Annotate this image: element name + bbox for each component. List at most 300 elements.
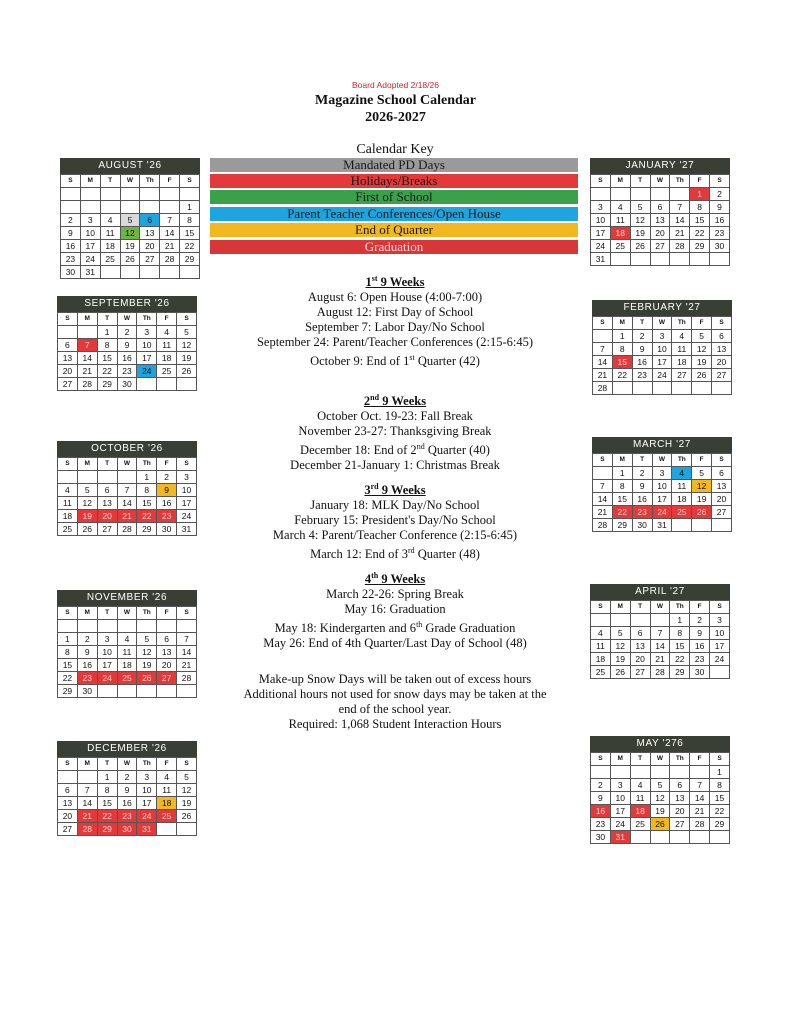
day-cell: 25 [58, 523, 78, 536]
key-item: First of School [210, 190, 578, 204]
day-cell: 17 [591, 227, 611, 240]
weekday-header: F [690, 175, 710, 188]
day-cell: 22 [612, 369, 632, 382]
day-cell: 14 [177, 646, 197, 659]
day-cell [58, 771, 78, 784]
weekday-header: S [710, 753, 730, 766]
q3-line: January 18: MLK Day/No School [310, 498, 480, 513]
day-cell: 20 [157, 659, 177, 672]
day-cell: 29 [180, 253, 200, 266]
weekday-header: S [710, 601, 730, 614]
day-cell: 17 [97, 659, 117, 672]
day-cell: 29 [97, 823, 117, 836]
day-cell [612, 382, 632, 395]
day-cell: 9 [690, 627, 710, 640]
day-cell: 18 [100, 240, 120, 253]
day-cell: 6 [712, 330, 732, 343]
day-cell: 20 [630, 653, 650, 666]
day-cell [97, 685, 117, 698]
day-cell [157, 378, 177, 391]
weekday-header: T [97, 458, 117, 471]
day-cell [692, 519, 712, 532]
day-cell [712, 382, 732, 395]
day-cell [157, 620, 177, 633]
day-cell: 28 [160, 253, 180, 266]
key-item: Parent Teacher Conferences/Open House [210, 207, 578, 221]
day-cell: 13 [58, 352, 78, 365]
day-cell [120, 188, 140, 201]
weekday-header: T [630, 753, 650, 766]
day-cell: 30 [117, 378, 137, 391]
day-cell [610, 614, 630, 627]
day-cell: 29 [97, 378, 117, 391]
day-cell: 21 [177, 659, 197, 672]
day-cell [160, 188, 180, 201]
day-cell: 15 [612, 493, 632, 506]
day-cell: 2 [77, 633, 97, 646]
day-cell: 27 [712, 369, 732, 382]
day-cell: 18 [672, 493, 692, 506]
day-cell: 28 [593, 382, 613, 395]
day-cell: 28 [77, 378, 97, 391]
day-cell: 6 [97, 484, 117, 497]
day-cell: 7 [593, 343, 613, 356]
day-cell: 20 [712, 493, 732, 506]
day-cell: 30 [591, 831, 611, 844]
calendar-key-title: Calendar Key [356, 142, 434, 157]
day-cell: 17 [137, 352, 157, 365]
q1-line: October 9: End of 1st Quarter (42) [310, 353, 480, 369]
month-title: SEPTEMBER '26 [57, 296, 197, 312]
day-cell [650, 766, 670, 779]
day-cell [80, 188, 100, 201]
day-cell: 3 [97, 633, 117, 646]
day-cell: 8 [690, 201, 710, 214]
day-cell: 22 [137, 510, 157, 523]
day-cell: 25 [610, 240, 630, 253]
day-cell [591, 188, 611, 201]
calendar-may [590, 736, 730, 844]
q2-line: December 18: End of 2nd Quarter (40) [300, 442, 490, 458]
quarter-2-section [200, 390, 590, 473]
day-cell: 24 [610, 818, 630, 831]
day-cell [630, 831, 650, 844]
day-cell: 7 [650, 627, 670, 640]
day-cell: 10 [710, 627, 730, 640]
day-cell: 4 [157, 771, 177, 784]
day-cell: 9 [591, 792, 611, 805]
day-cell: 2 [632, 467, 652, 480]
weekday-header: T [97, 607, 117, 620]
day-cell [650, 614, 670, 627]
day-cell: 6 [140, 214, 160, 227]
day-cell: 7 [160, 214, 180, 227]
day-cell: 19 [692, 493, 712, 506]
day-cell: 14 [670, 214, 690, 227]
day-cell: 20 [58, 810, 78, 823]
day-cell: 27 [672, 369, 692, 382]
weekday-header: W [650, 753, 670, 766]
day-cell: 26 [177, 365, 197, 378]
weekday-header: Th [672, 454, 692, 467]
day-cell: 18 [157, 352, 177, 365]
day-cell: 3 [80, 214, 100, 227]
day-cell: 19 [630, 227, 650, 240]
day-cell: 17 [177, 497, 197, 510]
day-cell [710, 253, 730, 266]
day-cell: 16 [117, 797, 137, 810]
day-cell [670, 253, 690, 266]
day-cell: 17 [80, 240, 100, 253]
q3-line: February 15: President's Day/No School [294, 513, 496, 528]
day-cell: 13 [97, 497, 117, 510]
day-cell: 25 [100, 253, 120, 266]
day-cell: 24 [137, 810, 157, 823]
weekday-header: Th [140, 175, 160, 188]
q3-line: March 12: End of 3rd Quarter (48) [310, 546, 480, 562]
day-cell: 12 [650, 792, 670, 805]
weekday-header: M [612, 317, 632, 330]
day-cell: 7 [77, 339, 97, 352]
day-cell: 30 [157, 523, 177, 536]
weekday-header: F [160, 175, 180, 188]
weekday-header: Th [137, 458, 157, 471]
day-cell: 26 [120, 253, 140, 266]
day-cell [670, 831, 690, 844]
day-cell: 11 [610, 214, 630, 227]
day-cell: 19 [692, 356, 712, 369]
day-cell: 23 [117, 365, 137, 378]
day-cell: 18 [672, 356, 692, 369]
weekday-header: S [58, 313, 78, 326]
day-cell: 13 [58, 797, 78, 810]
day-cell: 13 [650, 214, 670, 227]
day-cell [58, 620, 78, 633]
day-cell: 30 [690, 666, 710, 679]
day-cell: 26 [692, 506, 712, 519]
day-cell: 7 [77, 784, 97, 797]
day-cell: 7 [177, 633, 197, 646]
day-cell: 23 [77, 672, 97, 685]
day-cell: 9 [117, 784, 137, 797]
month-title: MARCH '27 [592, 437, 732, 453]
board-adopted-note: Board Adopted 2/18/26 [352, 80, 439, 90]
day-cell: 4 [117, 633, 137, 646]
day-cell [630, 253, 650, 266]
day-cell: 27 [670, 818, 690, 831]
day-cell: 21 [593, 506, 613, 519]
key-item: Graduation [210, 240, 578, 254]
day-cell: 8 [137, 484, 157, 497]
day-cell [77, 326, 97, 339]
key-item: Mandated PD Days [210, 158, 578, 172]
q4-line: March 22-26: Spring Break [326, 587, 464, 602]
day-cell [58, 326, 78, 339]
weekday-header: S [593, 454, 613, 467]
day-cell [140, 201, 160, 214]
day-cell: 6 [650, 201, 670, 214]
weekday-header: T [632, 454, 652, 467]
day-cell: 26 [692, 369, 712, 382]
day-cell [140, 188, 160, 201]
day-cell: 27 [630, 666, 650, 679]
school-year: 2026-2027 [365, 110, 426, 125]
day-cell: 13 [712, 480, 732, 493]
day-cell: 21 [77, 810, 97, 823]
day-cell: 15 [180, 227, 200, 240]
day-cell [177, 685, 197, 698]
day-cell: 5 [77, 484, 97, 497]
weekday-header: M [77, 458, 97, 471]
day-cell: 8 [670, 627, 690, 640]
day-cell [610, 188, 630, 201]
q1-line: September 7: Labor Day/No School [305, 320, 485, 335]
day-cell: 3 [652, 467, 672, 480]
day-cell: 24 [591, 240, 611, 253]
day-cell [180, 266, 200, 279]
calendar-apr [590, 584, 730, 679]
key-item: Holidays/Breaks [210, 174, 578, 188]
day-cell: 28 [593, 519, 613, 532]
day-cell: 17 [652, 356, 672, 369]
weekday-header: F [157, 758, 177, 771]
note-line: Required: 1,068 Student Interaction Hours [288, 717, 502, 731]
weekday-header: W [117, 313, 137, 326]
day-cell: 27 [650, 240, 670, 253]
day-cell [690, 831, 710, 844]
day-cell: 5 [137, 633, 157, 646]
key-item: End of Quarter [210, 223, 578, 237]
day-cell: 2 [632, 330, 652, 343]
day-cell: 11 [591, 640, 611, 653]
day-cell [100, 188, 120, 201]
day-cell: 18 [610, 227, 630, 240]
day-cell: 20 [97, 510, 117, 523]
quarter-4-heading: 4th 9 Weeks [364, 571, 426, 587]
day-cell: 30 [710, 240, 730, 253]
day-cell: 19 [610, 653, 630, 666]
q1-line: September 24: Parent/Teacher Conferences (2:15-6:45) [256, 335, 534, 350]
day-cell [160, 201, 180, 214]
day-cell [672, 382, 692, 395]
quarter-3-heading: 3rd 9 Weeks [364, 482, 426, 498]
day-cell: 1 [58, 633, 78, 646]
day-cell [117, 471, 137, 484]
weekday-header: T [100, 175, 120, 188]
calendar-nov [57, 590, 197, 698]
day-cell: 12 [137, 646, 157, 659]
day-cell: 20 [140, 240, 160, 253]
day-cell [630, 766, 650, 779]
day-cell: 10 [652, 343, 672, 356]
weekday-header: S [177, 458, 197, 471]
day-cell: 29 [137, 523, 157, 536]
day-cell [137, 378, 157, 391]
day-cell: 11 [157, 784, 177, 797]
day-cell: 6 [58, 784, 78, 797]
day-cell: 13 [712, 343, 732, 356]
day-cell [712, 519, 732, 532]
calendar-feb [592, 300, 732, 395]
day-cell: 26 [630, 240, 650, 253]
day-cell: 15 [137, 497, 157, 510]
day-cell: 10 [652, 480, 672, 493]
day-cell [650, 253, 670, 266]
month-title: FEBRUARY '27 [592, 300, 732, 316]
day-cell: 4 [610, 201, 630, 214]
day-cell [672, 519, 692, 532]
day-cell: 27 [58, 378, 78, 391]
day-cell: 2 [690, 614, 710, 627]
weekday-header: Th [137, 607, 157, 620]
weekday-header: W [117, 758, 137, 771]
day-cell: 16 [632, 356, 652, 369]
weekday-header: F [692, 454, 712, 467]
weekday-header: T [97, 758, 117, 771]
note-line: end of the school year. [338, 702, 452, 716]
day-cell: 11 [58, 497, 78, 510]
day-cell: 4 [100, 214, 120, 227]
day-cell: 24 [97, 672, 117, 685]
quarter-3-section [200, 479, 590, 562]
day-cell: 14 [650, 640, 670, 653]
day-cell: 12 [630, 214, 650, 227]
day-cell: 12 [692, 343, 712, 356]
day-cell: 9 [117, 339, 137, 352]
calendar-jan [590, 158, 730, 266]
month-title: MAY '276 [590, 736, 730, 752]
day-cell: 26 [177, 810, 197, 823]
weekday-header: S [58, 758, 78, 771]
day-cell: 9 [632, 343, 652, 356]
day-cell: 28 [77, 823, 97, 836]
day-cell: 2 [117, 326, 137, 339]
day-cell: 16 [61, 240, 81, 253]
q4-line: May 16: Graduation [344, 602, 446, 617]
day-cell: 14 [160, 227, 180, 240]
day-cell: 16 [117, 352, 137, 365]
day-cell: 11 [630, 792, 650, 805]
day-cell: 27 [97, 523, 117, 536]
day-cell: 28 [177, 672, 197, 685]
day-cell: 1 [97, 771, 117, 784]
day-cell: 28 [690, 818, 710, 831]
day-cell [180, 188, 200, 201]
weekday-header: F [690, 601, 710, 614]
day-cell: 1 [180, 201, 200, 214]
day-cell [137, 685, 157, 698]
weekday-header: M [77, 313, 97, 326]
day-cell: 3 [610, 779, 630, 792]
weekday-header: S [177, 758, 197, 771]
weekday-header: Th [670, 175, 690, 188]
weekday-header: S [591, 601, 611, 614]
day-cell: 3 [710, 614, 730, 627]
day-cell: 28 [117, 523, 137, 536]
day-cell: 3 [137, 326, 157, 339]
day-cell [650, 831, 670, 844]
quarter-1-section [200, 271, 590, 369]
day-cell: 23 [591, 818, 611, 831]
day-cell: 11 [672, 480, 692, 493]
day-cell: 4 [672, 467, 692, 480]
day-cell: 21 [117, 510, 137, 523]
day-cell: 23 [632, 369, 652, 382]
month-title: AUGUST '26 [60, 158, 200, 174]
day-cell [160, 266, 180, 279]
day-cell: 11 [672, 343, 692, 356]
day-cell: 14 [593, 493, 613, 506]
day-cell: 9 [710, 201, 730, 214]
day-cell: 9 [77, 646, 97, 659]
day-cell: 21 [160, 240, 180, 253]
day-cell: 27 [140, 253, 160, 266]
day-cell: 14 [593, 356, 613, 369]
day-cell: 18 [630, 805, 650, 818]
day-cell: 23 [632, 506, 652, 519]
day-cell: 25 [157, 365, 177, 378]
day-cell: 7 [117, 484, 137, 497]
weekday-header: W [652, 454, 672, 467]
day-cell: 12 [177, 784, 197, 797]
day-cell: 30 [117, 823, 137, 836]
day-cell: 27 [58, 823, 78, 836]
day-cell [690, 253, 710, 266]
day-cell: 18 [157, 797, 177, 810]
weekday-header: Th [670, 753, 690, 766]
weekday-header: W [120, 175, 140, 188]
day-cell: 22 [180, 240, 200, 253]
day-cell: 26 [610, 666, 630, 679]
weekday-header: S [712, 317, 732, 330]
q2-line: October Oct. 19-23: Fall Break [317, 409, 473, 424]
weekday-header: S [58, 458, 78, 471]
weekday-header: F [157, 607, 177, 620]
weekday-header: Th [137, 758, 157, 771]
weekday-header: W [652, 317, 672, 330]
weekday-header: W [117, 607, 137, 620]
day-cell: 5 [120, 214, 140, 227]
day-cell: 31 [80, 266, 100, 279]
day-cell: 17 [652, 493, 672, 506]
day-cell: 17 [137, 797, 157, 810]
day-cell: 12 [692, 480, 712, 493]
day-cell: 10 [177, 484, 197, 497]
day-cell: 27 [712, 506, 732, 519]
day-cell [97, 620, 117, 633]
day-cell: 16 [157, 497, 177, 510]
day-cell: 21 [670, 227, 690, 240]
day-cell: 5 [610, 627, 630, 640]
month-title: DECEMBER '26 [57, 741, 197, 757]
day-cell: 14 [77, 352, 97, 365]
day-cell: 5 [692, 467, 712, 480]
day-cell [58, 471, 78, 484]
day-cell: 5 [630, 201, 650, 214]
weekday-header: S [177, 313, 197, 326]
weekday-header: Th [670, 601, 690, 614]
day-cell: 12 [177, 339, 197, 352]
day-cell: 25 [117, 672, 137, 685]
day-cell: 3 [591, 201, 611, 214]
day-cell: 3 [137, 771, 157, 784]
weekday-header: M [77, 758, 97, 771]
day-cell: 7 [690, 779, 710, 792]
day-cell: 16 [690, 640, 710, 653]
q3-line: March 4: Parent/Teacher Conference (2:15-6:45) [272, 528, 518, 543]
day-cell: 9 [157, 484, 177, 497]
calendar-dec [57, 741, 197, 836]
